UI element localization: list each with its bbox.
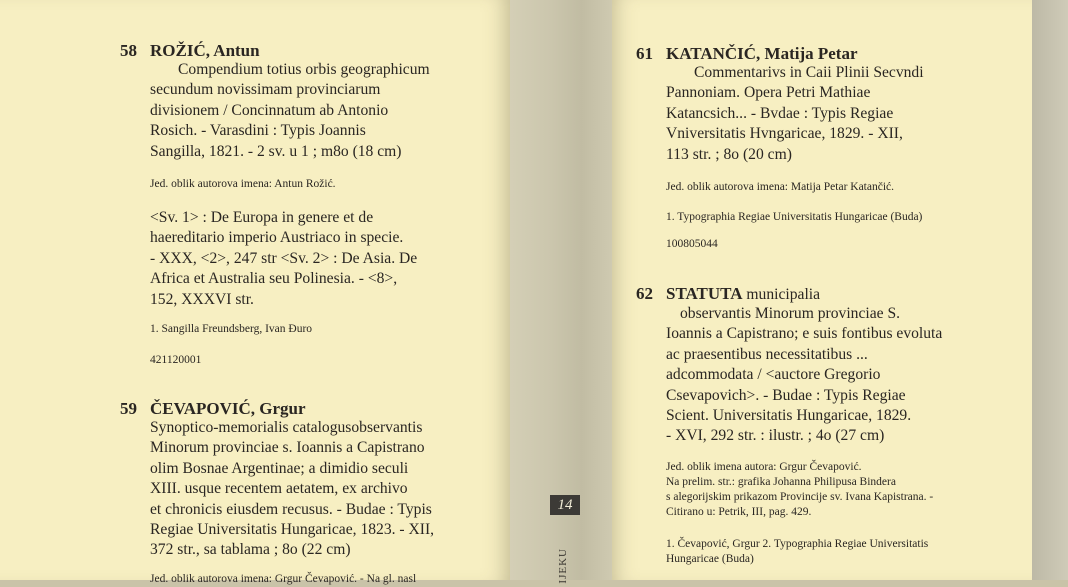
desc-line: 113 str. ; 8o (20 cm): [666, 145, 792, 163]
desc-line: Rosich. - Varasdini : Typis Joannis: [150, 122, 366, 140]
entry-author: STATUTA: [666, 284, 743, 303]
note-line: Citirano u: Petrik, III, pag. 429.: [666, 506, 812, 518]
entry-59-heading: [120, 398, 306, 420]
book-gutter: [510, 0, 612, 580]
contents-line: <Sv. 1> : De Europa in genere et de: [150, 209, 374, 226]
desc-line: Csevapovich>. - Budae : Typis Regiae: [666, 386, 906, 404]
entry-58-author-note: Jed. oblik autorova imena: Antun Rožić.: [150, 178, 336, 190]
entry-61-index: 1. Typographia Regiae Universitatis Hungaricae (Buda): [666, 211, 923, 223]
entry-58-description: [150, 60, 430, 162]
desc-line: Sangilla, 1821. - 2 sv. u 1 ; m8o (18 cm): [150, 142, 402, 160]
entry-58-id: 421120001: [150, 354, 202, 366]
entry-number: 59: [120, 399, 137, 418]
entry-61-heading: [636, 43, 858, 65]
contents-line: - XXX, <2>, 247 str <Sv. 2> : De Asia. De: [150, 249, 418, 267]
desc-line: Commentarivs in Caii Plinii Secvndi: [694, 64, 924, 81]
desc-line: Pannoniam. Opera Petri Mathiae: [666, 84, 871, 102]
entry-62-index: [666, 537, 928, 567]
desc-line: et chronicis eiusdem recusus. - Budae : Typis: [150, 500, 432, 518]
note-line: s alegorijskim prikazom Provincije sv. Ivana Kapistrana. -: [666, 491, 934, 503]
entry-58-index: 1. Sangilla Freundsberg, Ivan Đuro: [150, 323, 313, 335]
desc-line: divisionem / Concinnatum ab Antonio: [150, 101, 389, 119]
desc-line: Regiae Universitatis Hungaricae, 1823. - XII,: [150, 521, 435, 539]
entry-number: 58: [120, 41, 137, 60]
entry-61-author-note: Jed. oblik autorova imena: Matija Petar Katančić.: [666, 181, 895, 193]
entry-author: ČEVAPOVIĆ, Grgur: [150, 399, 306, 418]
desc-line: 372 str., sa tablama ; 8o (22 cm): [150, 541, 351, 559]
entry-author: ROŽIĆ, Antun: [150, 41, 260, 60]
entry-number: 61: [636, 44, 653, 63]
entry-62-heading: [636, 283, 820, 306]
entry-title-rest: municipalia: [742, 286, 821, 303]
note-line: Na prelim. str.: grafika Johanna Philipusa Bindera: [666, 476, 896, 488]
page-edge: [1032, 0, 1068, 580]
note-line: Jed. oblik imena autora: Grgur Čevapović.: [666, 461, 862, 473]
desc-line: Synoptico-memorialis catalogusobservantis: [150, 419, 423, 436]
entry-61-description: [666, 63, 924, 165]
index-line: Hungaricae (Buda): [666, 553, 754, 565]
desc-line: olim Bosnae Argentinae; a dimidio seculi: [150, 459, 409, 477]
desc-line: Compendium totius orbis geographicum: [178, 61, 430, 78]
page-number: 14: [550, 495, 580, 515]
entry-61-id: 100805044: [666, 238, 718, 250]
index-line: 1. Čevapović, Grgur 2. Typographia Regiae Universitatis: [666, 538, 929, 550]
entry-62-notes: [666, 460, 933, 520]
entry-author: KATANČIĆ, Matija Petar: [666, 44, 858, 63]
desc-line: - XVI, 292 str. : ilustr. ; 4o (27 cm): [666, 427, 885, 445]
contents-line: Africa et Australia seu Polinesia. - <8>,: [150, 270, 398, 288]
contents-line: haereditario imperio Austriaco in specie.: [150, 229, 404, 247]
entry-58-heading: [120, 40, 260, 62]
entry-number: 62: [636, 284, 653, 303]
contents-line: 152, XXXVI str.: [150, 290, 254, 308]
desc-line: ac praesentibus necessitatibus ...: [666, 345, 868, 363]
entry-59-description: [150, 418, 434, 561]
desc-line: Vniversitatis Hvngaricae, 1829. - XII,: [666, 125, 903, 143]
desc-line: secundum novissimam provinciarum: [150, 81, 381, 99]
desc-line: XIII. usque recentem aetatem, ex archivo: [150, 480, 408, 498]
entry-62-description: [666, 304, 942, 447]
entry-59-author-note: Jed. oblik autorova imena: Grgur Čevapović. - Na gl. nasl: [150, 573, 417, 585]
desc-line: adcommodata / <auctore Gregorio: [666, 366, 881, 384]
desc-line: observantis Minorum provinciae S.: [680, 305, 901, 322]
desc-line: Minorum provinciae s. Ioannis a Capistrano: [150, 439, 425, 457]
running-head: IJEKU: [557, 548, 569, 584]
desc-line: Katancsich... - Bvdae : Typis Regiae: [666, 104, 894, 122]
entry-58-contents: [150, 208, 417, 310]
desc-line: Ioannis a Capistrano; e suis fontibus evoluta: [666, 325, 943, 343]
desc-line: Scient. Universitatis Hungaricae, 1829.: [666, 407, 912, 425]
